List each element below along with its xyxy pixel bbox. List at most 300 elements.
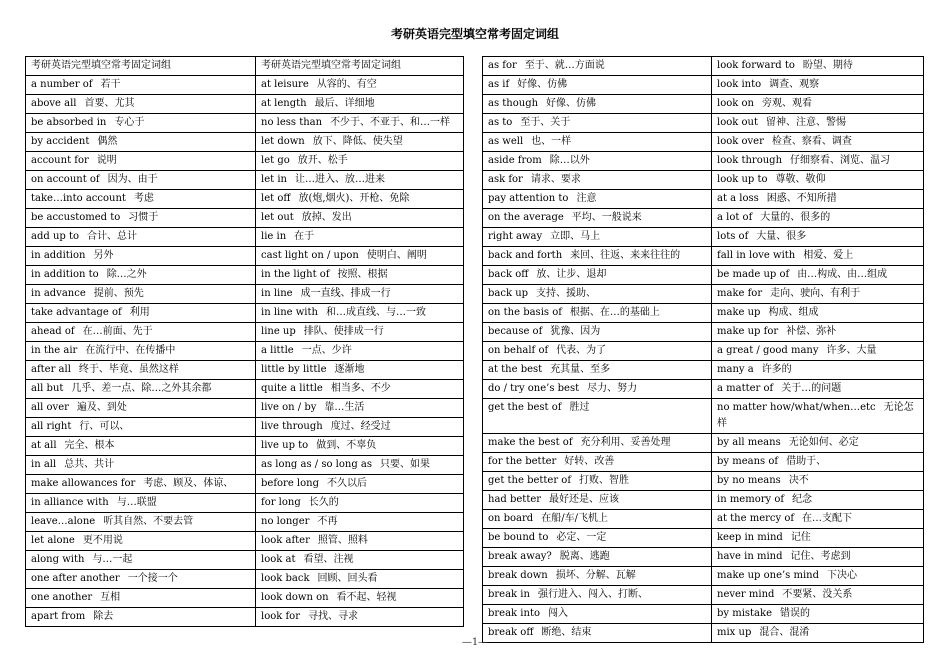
phrase-cell (483, 548, 712, 567)
phrase-cell (26, 380, 256, 399)
phrase-english: by no means (717, 475, 781, 486)
phrase-cell (26, 57, 256, 76)
phrase-cell (712, 342, 924, 361)
phrase-english: all but (31, 383, 64, 394)
phrase-cell (256, 399, 464, 418)
table-row (26, 589, 464, 608)
phrase-english: for the better (488, 456, 557, 467)
phrase-english: on the average (488, 212, 564, 223)
phrase-chinese: 注意 (576, 193, 597, 204)
phrase-chinese: 因为、由于 (107, 174, 158, 185)
phrase-chinese: 与…联盟 (116, 497, 157, 508)
phrase-chinese: 脱离、逃跑 (559, 551, 610, 562)
phrase-cell (712, 152, 924, 171)
phrase-cell (712, 434, 924, 453)
phrase-cell (483, 266, 712, 285)
phrase-cell (26, 456, 256, 475)
phrase-english: take advantage of (31, 307, 122, 318)
phrase-english: make up for (717, 326, 779, 337)
phrase-english: aside from (488, 155, 542, 166)
phrase-english: in line (261, 288, 293, 299)
phrase-chinese: 互相 (100, 592, 121, 603)
table-row (26, 475, 464, 494)
phrase-english: look back (261, 573, 310, 584)
phrase-chinese: 犹豫、因为 (550, 326, 601, 337)
phrase-chinese: 回顾、回头看 (317, 573, 378, 584)
phrase-cell (256, 209, 464, 228)
phrase-english: many a (717, 364, 754, 375)
phrase-cell (256, 133, 464, 152)
page-number: —1— (461, 637, 489, 648)
phrase-cell (712, 529, 924, 548)
phrase-cell (256, 494, 464, 513)
phrase-chinese: 看不起、轻视 (336, 592, 397, 603)
table-row (483, 472, 924, 491)
phrase-english: keep in mind (717, 532, 783, 543)
phrase-english: back and forth (488, 250, 563, 261)
phrase-cell (483, 586, 712, 605)
phrase-cell (483, 380, 712, 399)
phrase-cell (712, 190, 924, 209)
phrase-english: above all (31, 98, 77, 109)
phrase-english: along with (31, 554, 85, 565)
phrase-chinese: 关于…的问题 (781, 383, 842, 394)
phrase-cell (483, 247, 712, 266)
phrase-cell (712, 491, 924, 510)
phrase-chinese: 遍及、到处 (76, 402, 127, 413)
phrase-english: look for (261, 611, 300, 622)
phrase-chinese: 纪念 (792, 494, 813, 505)
phrase-cell (256, 437, 464, 456)
phrase-chinese: 除去 (93, 611, 114, 622)
phrase-cell (26, 532, 256, 551)
phrase-cell (483, 529, 712, 548)
phrase-chinese: 利用 (129, 307, 150, 318)
phrase-cell (483, 209, 712, 228)
phrase-chinese: 靠…生活 (324, 402, 365, 413)
phrase-english: live up to (261, 440, 309, 451)
right-table-body (483, 57, 924, 643)
phrase-chinese: 终于、毕竟、虽然这样 (78, 364, 179, 375)
phrase-english: break off (488, 627, 534, 638)
phrase-cell (483, 76, 712, 95)
phrase-english: on account of (31, 174, 100, 185)
table-row (483, 209, 924, 228)
phrase-cell (483, 434, 712, 453)
phrase-cell (712, 114, 924, 133)
phrase-english: ask for (488, 174, 523, 185)
phrase-chinese: 决不 (788, 475, 809, 486)
table-row (26, 57, 464, 76)
phrase-english: make for (717, 288, 763, 299)
phrase-english: look at (261, 554, 296, 565)
phrase-english: break down (488, 570, 548, 581)
phrase-chinese: 最后、详细地 (314, 98, 375, 109)
phrase-english: in addition (31, 250, 86, 261)
table-row (483, 548, 924, 567)
table-row (26, 437, 464, 456)
phrase-cell (712, 247, 924, 266)
phrase-english: add up to (31, 231, 80, 242)
phrase-english: look forward to (717, 60, 795, 71)
left-table-body (26, 57, 464, 627)
phrase-english: quite a little (261, 383, 323, 394)
phrase-chinese: 相当多、不少 (330, 383, 391, 394)
phrase-cell (483, 605, 712, 624)
phrase-english: break in (488, 589, 530, 600)
phrase-chinese: 充其量、至多 (550, 364, 611, 375)
phrase-chinese: 度过、经受过 (330, 421, 391, 432)
phrase-cell (483, 399, 712, 434)
phrase-english: do / try one’s best (488, 383, 580, 394)
phrase-english: look into (717, 79, 762, 90)
phrase-cell (483, 190, 712, 209)
table-row (483, 285, 924, 304)
phrase-cell (256, 380, 464, 399)
phrase-chinese: 最好还是、应该 (549, 494, 620, 505)
phrase-cell (256, 76, 464, 95)
phrase-english: a number of (31, 79, 93, 90)
phrase-english: no matter how/what/when…etc (717, 402, 876, 413)
phrase-chinese: 平均、一般说来 (571, 212, 642, 223)
phrase-chinese: 调查、观察 (769, 79, 820, 90)
table-row (483, 567, 924, 586)
phrase-chinese: 错误的 (780, 608, 810, 619)
phrase-cell (712, 510, 924, 529)
table-row (26, 456, 464, 475)
phrase-english: make allowances for (31, 478, 136, 489)
phrase-chinese: 胜过 (569, 402, 590, 413)
phrase-english: by accident (31, 136, 90, 147)
phrase-english: leave…alone (31, 516, 96, 527)
table-row (26, 114, 464, 133)
phrase-chinese: 使明白、阐明 (366, 250, 427, 261)
phrase-chinese: 除…之外 (106, 269, 147, 280)
phrase-cell (712, 266, 924, 285)
phrase-chinese: 行、可以、 (79, 421, 130, 432)
phrase-english: as if (488, 79, 510, 90)
phrase-chinese: 尊敬、敬仰 (775, 174, 826, 185)
phrase-english: cast light on / upon (261, 250, 359, 261)
table-row (26, 247, 464, 266)
phrase-english: be made up of (717, 269, 790, 280)
phrase-chinese: 总共、共计 (64, 459, 115, 470)
phrase-chinese: 照管、照料 (317, 535, 368, 546)
phrase-chinese: 请求、要求 (530, 174, 581, 185)
phrase-cell (712, 323, 924, 342)
phrase-chinese: 一点、少许 (301, 345, 352, 356)
phrase-cell (483, 152, 712, 171)
phrase-chinese: 不久以后 (326, 478, 367, 489)
phrase-english: a little (261, 345, 294, 356)
phrase-english: because of (488, 326, 543, 337)
page-title: 考研英语完型填空常考固定词组 (390, 27, 559, 41)
phrase-chinese: 除…以外 (549, 155, 590, 166)
phrase-chinese: 不少于、不亚于、和…一样 (330, 117, 451, 128)
phrase-chinese: 长久的 (308, 497, 339, 508)
phrase-cell (26, 114, 256, 133)
phrase-cell (712, 76, 924, 95)
phrase-english: get the better of (488, 475, 572, 486)
phrase-cell (483, 228, 712, 247)
phrase-english: 考研英语完型填空常考固定词组 (31, 60, 171, 71)
phrase-english: all right (31, 421, 72, 432)
phrase-chinese: 在于 (294, 231, 315, 242)
table-row (483, 95, 924, 114)
table-row (26, 323, 464, 342)
phrase-english: look up to (717, 174, 768, 185)
phrase-english: let in (261, 174, 287, 185)
phrase-cell (26, 551, 256, 570)
phrase-english: look through (717, 155, 783, 166)
phrase-cell (483, 361, 712, 380)
phrase-chinese: 在…支配下 (802, 513, 853, 524)
phrase-english: a lot of (717, 212, 753, 223)
phrase-chinese: 混合、混淆 (759, 627, 810, 638)
phrase-english: ahead of (31, 326, 75, 337)
phrase-english: live through (261, 421, 323, 432)
phrase-english: at length (261, 98, 307, 109)
table-row (483, 399, 924, 434)
phrase-english: by mistake (717, 608, 772, 619)
phrase-english: line up (261, 326, 296, 337)
phrase-chinese: 成一直线、排成一行 (300, 288, 391, 299)
phrase-chinese: 合计、总计 (87, 231, 138, 242)
phrase-cell (712, 285, 924, 304)
phrase-english: before long (261, 478, 319, 489)
phrase-cell (483, 323, 712, 342)
phrase-cell (256, 589, 464, 608)
phrase-cell (256, 304, 464, 323)
phrase-cell (712, 209, 924, 228)
table-row (483, 76, 924, 95)
phrase-chinese: 放(炮,烟火)、开枪、免除 (298, 193, 410, 204)
phrase-cell (256, 342, 464, 361)
phrase-chinese: 更不用说 (82, 535, 123, 546)
phrase-chinese: 偶然 (97, 136, 118, 147)
phrase-cell (256, 114, 464, 133)
phrase-chinese: 考虑 (133, 193, 154, 204)
phrase-chinese: 若干 (100, 79, 121, 90)
phrase-cell (483, 133, 712, 152)
phrase-chinese: 根据、在…的基础上 (569, 307, 660, 318)
phrase-english: in the air (31, 345, 78, 356)
phrase-cell (256, 285, 464, 304)
phrase-cell (483, 453, 712, 472)
phrase-english: never mind (717, 589, 775, 600)
phrase-cell (483, 114, 712, 133)
phrase-english: in addition to (31, 269, 99, 280)
phrase-english: a matter of (717, 383, 774, 394)
phrase-cell (483, 57, 712, 76)
phrase-cell (256, 475, 464, 494)
phrase-chinese: 放掉、发出 (301, 212, 352, 223)
phrase-cell (712, 361, 924, 380)
phrase-chinese: 留神、注意、警惕 (765, 117, 846, 128)
phrase-cell (712, 472, 924, 491)
phrase-english: have in mind (717, 551, 783, 562)
table-row (26, 399, 464, 418)
table-row (483, 152, 924, 171)
phrase-chinese: 大量的、很多的 (760, 212, 831, 223)
phrase-english: lie in (261, 231, 287, 242)
phrase-cell (26, 76, 256, 95)
phrase-english: all over (31, 402, 69, 413)
phrase-english: in memory of (717, 494, 785, 505)
table-row (26, 152, 464, 171)
phrase-chinese: 做到、不辜负 (316, 440, 377, 451)
table-row (483, 266, 924, 285)
phrase-cell (256, 570, 464, 589)
phrase-cell (483, 342, 712, 361)
phrase-chinese: 排队、使排成一行 (303, 326, 384, 337)
phrase-chinese: 补偿、弥补 (786, 326, 837, 337)
phrase-cell (256, 361, 464, 380)
phrase-english: in advance (31, 288, 86, 299)
phrase-english: look over (717, 136, 764, 147)
table-row (483, 304, 924, 323)
table-row (483, 171, 924, 190)
phrase-cell (26, 494, 256, 513)
phrase-english: fall in love with (717, 250, 796, 261)
phrase-cell (256, 152, 464, 171)
phrase-cell (26, 266, 256, 285)
phrase-cell (712, 548, 924, 567)
phrase-english: no longer (261, 516, 310, 527)
phrase-cell (256, 608, 464, 627)
phrase-chinese: 必定、一定 (556, 532, 607, 543)
table-row (483, 453, 924, 472)
phrase-chinese: 一个接一个 (127, 573, 178, 584)
phrase-english: one another (31, 592, 93, 603)
phrase-english: as though (488, 98, 539, 109)
phrase-cell (26, 589, 256, 608)
phrase-cell (483, 491, 712, 510)
phrase-chinese: 借助于、 (786, 456, 827, 467)
phrase-chinese: 逐渐地 (334, 364, 365, 375)
phrase-chinese: 无论如何、必定 (788, 437, 859, 448)
phrase-english: look out (717, 117, 758, 128)
table-row (26, 171, 464, 190)
phrase-english: on behalf of (488, 345, 549, 356)
phrase-english: look on (717, 98, 754, 109)
phrase-chinese: 充分利用、妥善处理 (580, 437, 671, 448)
phrase-chinese: 考虑、顾及、体谅、 (143, 478, 234, 489)
phrase-english: in line with (261, 307, 318, 318)
phrase-cell (712, 605, 924, 624)
left-phrase-table (25, 56, 464, 627)
phrase-chinese: 提前、预先 (93, 288, 144, 299)
phrase-english: make up one’s mind (717, 570, 820, 581)
phrase-chinese: 相爱、爱上 (803, 250, 854, 261)
table-row (26, 266, 464, 285)
phrase-cell (483, 472, 712, 491)
phrase-english: break into (488, 608, 540, 619)
table-row (26, 228, 464, 247)
phrase-chinese: 损坏、分解、瓦解 (555, 570, 636, 581)
phrase-chinese: 与…一起 (92, 554, 133, 565)
phrase-cell (712, 95, 924, 114)
phrase-english: be accustomed to (31, 212, 121, 223)
table-row (26, 570, 464, 589)
phrase-chinese: 也、一样 (531, 136, 572, 147)
phrase-cell (483, 510, 712, 529)
table-row (483, 361, 924, 380)
table-row (483, 190, 924, 209)
table-row (483, 434, 924, 453)
phrase-english: in alliance with (31, 497, 109, 508)
phrase-cell (712, 228, 924, 247)
table-row (483, 247, 924, 266)
phrase-cell (256, 266, 464, 285)
table-row (26, 608, 464, 627)
table-row (26, 95, 464, 114)
phrase-cell (26, 513, 256, 532)
phrase-cell (26, 133, 256, 152)
phrase-chinese: 记住、考虑到 (790, 551, 851, 562)
phrase-english: had better (488, 494, 542, 505)
phrase-english: little by little (261, 364, 327, 375)
table-row (483, 510, 924, 529)
table-row (483, 228, 924, 247)
phrase-chinese: 好像、仿佛 (517, 79, 568, 90)
table-row (483, 586, 924, 605)
phrase-english: make up (717, 307, 761, 318)
phrase-english: as to (488, 117, 513, 128)
table-row (483, 57, 924, 76)
phrase-cell (26, 95, 256, 114)
phrase-cell (483, 567, 712, 586)
phrase-cell (26, 190, 256, 209)
table-row (483, 114, 924, 133)
phrase-cell (256, 171, 464, 190)
phrase-cell (712, 57, 924, 76)
phrase-english: for long (261, 497, 301, 508)
phrase-english: by all means (717, 437, 781, 448)
phrase-chinese: 只要、如果 (380, 459, 430, 470)
phrase-english: let alone (31, 535, 75, 546)
phrase-chinese: 听其自然、不要去管 (103, 516, 194, 527)
phrase-cell (26, 570, 256, 589)
phrase-cell (256, 190, 464, 209)
phrase-cell (712, 133, 924, 152)
table-row (483, 491, 924, 510)
phrase-english: look after (261, 535, 310, 546)
phrase-english: take…into account (31, 193, 126, 204)
phrase-cell (256, 513, 464, 532)
phrase-chinese: 断绝、结束 (541, 627, 592, 638)
phrase-english: be bound to (488, 532, 549, 543)
phrase-cell (26, 304, 256, 323)
table-row (26, 133, 464, 152)
phrase-chinese: 让…进入、放…进来 (294, 174, 385, 185)
phrase-cell (712, 380, 924, 399)
phrase-chinese: 仔细察看、浏览、温习 (790, 155, 891, 166)
phrase-cell (256, 323, 464, 342)
table-row (26, 342, 464, 361)
phrase-cell (712, 567, 924, 586)
phrase-chinese: 不要紧、没关系 (782, 589, 853, 600)
table-row (483, 605, 924, 624)
phrase-cell (26, 152, 256, 171)
table-row (26, 209, 464, 228)
phrase-cell (26, 323, 256, 342)
phrase-chinese: 强行进入、闯入、打断、 (537, 589, 648, 600)
phrase-chinese: 在船/车/飞机上 (541, 513, 608, 524)
phrase-chinese: 好转、改善 (564, 456, 615, 467)
phrase-chinese: 放、让步、退却 (536, 269, 607, 280)
phrase-english: let go (261, 155, 290, 166)
